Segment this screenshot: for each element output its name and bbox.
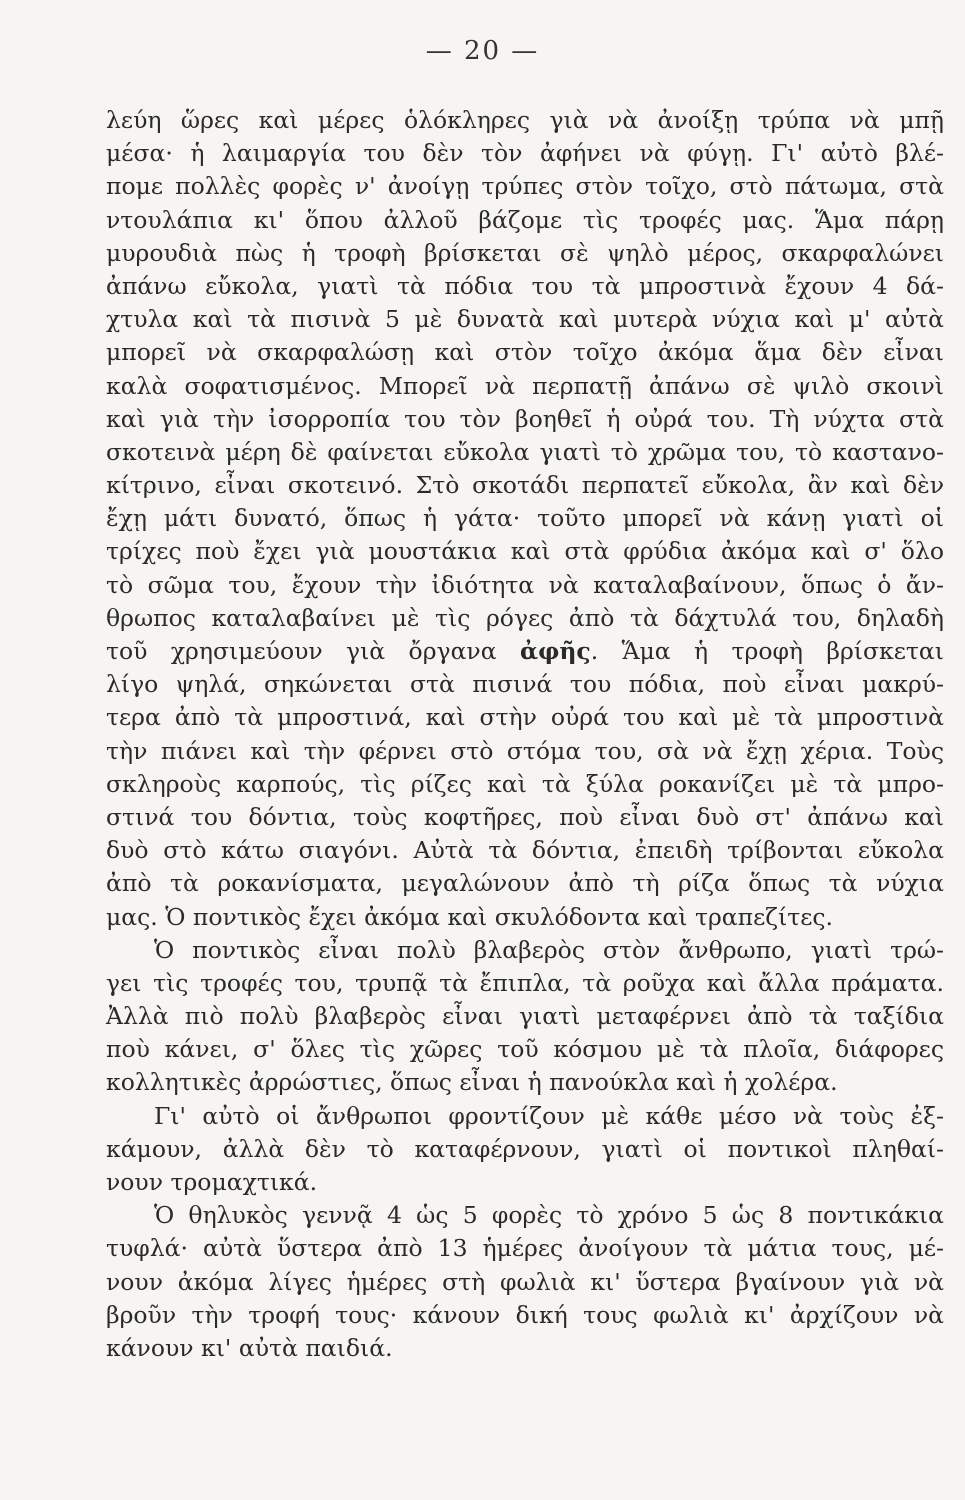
text-line: μας. Ὁ ποντικὸς ἔχει ἀκόμα καὶ σκυλόδοντα καὶ τραπεζίτες. xyxy=(106,902,834,931)
text-line: κολλητικὲς ἀρρώστιες, ὅπως εἶναι ἡ πανούκλα καὶ ἡ χολέρα. xyxy=(106,1068,838,1097)
text-line: μυρουδιὰ πὼς ἡ τροφὴ βρίσκεται σὲ ψηλὸ μέρος, σκαρφαλώνει xyxy=(106,238,944,267)
text-segment: τοῦ χρησιμεύουν γιὰ ὄργανα xyxy=(106,637,520,665)
text-line: στινά του δόντια, τοὺς κοφτῆρες, ποὺ εἶναι δυὸ στ' ἀπάνω καὶ xyxy=(106,802,944,831)
text-line: κάμουν, ἀλλὰ δὲν τὸ καταφέρνουν, γιατὶ οἱ ποντικοὶ πληθαί- xyxy=(106,1134,944,1163)
text-line xyxy=(106,635,944,668)
text-line: τερα ἀπὸ τὰ μπροστινά, καὶ στὴν οὐρά του καὶ μὲ τὰ μπροστινὰ xyxy=(106,703,944,732)
text-segment: . Ἅμα ἡ τροφὴ βρίσκεται xyxy=(590,637,944,665)
text-line: χτυλα καὶ τὰ πισινὰ 5 μὲ δυνατὰ καὶ μυτερὰ νύχια καὶ μ' αὐτὰ xyxy=(106,305,944,334)
text-line: τὴν πιάνει καὶ τὴν φέρνει στὸ στόμα του, σὰ νὰ ἔχῃ χέρια. Τοὺς xyxy=(106,736,944,765)
text-line: ποὺ κάνει, σ' ὅλες τὶς χῶρες τοῦ κόσμου μὲ τὰ πλοῖα, διάφορες xyxy=(106,1035,944,1064)
text-line: πομε πολλὲς φορὲς ν' ἀνοίγῃ τρύπες στὸν τοῖχο, στὸ πάτωμα, στὰ xyxy=(106,172,944,201)
text-line: καλὰ σοφατισμένος. Μπορεῖ νὰ περπατῇ ἀπάνω σὲ ψιλὸ σκοινὶ xyxy=(106,371,944,400)
text-line: μπορεῖ νὰ σκαρφαλώσῃ καὶ στὸν τοῖχο ἀκόμα ἅμα δὲν εἶναι xyxy=(106,338,944,367)
text-line: τὸ σῶμα του, ἔχουν τὴν ἰδιότητα νὰ καταλαβαίνουν, ὅπως ὁ ἄν- xyxy=(106,570,944,599)
text-line: νουν τρομαχτικά. xyxy=(106,1168,318,1196)
text-line: Γι' αὐτὸ οἱ ἄνθρωποι φροντίζουν μὲ κάθε μέσο νὰ τοὺς ἐξ- xyxy=(154,1101,944,1130)
body-text xyxy=(106,104,944,1365)
text-line: Ἀλλὰ πιὸ πολὺ βλαβερὸς εἶναι γιατὶ μεταφέρνει ἀπὸ τὰ ταξίδια xyxy=(106,1002,944,1031)
text-line: λεύη ὥρες καὶ μέρες ὁλόκληρες γιὰ νὰ ἀνοίξῃ τρύπα νὰ μπῇ xyxy=(106,106,944,134)
text-line: νουν ἀκόμα λίγες ἡμέρες στὴ φωλιὰ κι' ὕστερα βγαίνουν γιὰ νὰ xyxy=(106,1267,944,1296)
text-line: βροῦν τὴν τροφή τους· κάνουν δική τους φωλιὰ κι' ἀρχίζουν νὰ xyxy=(106,1300,944,1329)
text-line: λίγο ψηλά, σηκώνεται στὰ πισινά του πόδια, ποὺ εἶναι μακρύ- xyxy=(106,670,944,699)
text-line: τρίχες ποὺ ἔχει γιὰ μουστάκια καὶ στὰ φρύδια ἀκόμα καὶ σ' ὅλο xyxy=(106,537,944,566)
text-line: γει τὶς τροφές του, τρυπᾷ τὰ ἔπιπλα, τὰ ροῦχα καὶ ἄλλα πράματα. xyxy=(106,968,944,997)
text-line: δυὸ στὸ κάτω σιαγόνι. Αὐτὰ τὰ δόντια, ἐπειδὴ τρίβονται εὔκολα xyxy=(106,836,944,865)
bold-term: ἀφῆς xyxy=(519,637,591,665)
text-line: σκληροὺς καρπούς, τὶς ρίζες καὶ τὰ ξύλα ροκανίζει μὲ τὰ μπρο- xyxy=(106,769,944,798)
text-line: τυφλά· αὐτὰ ὕστερα ἀπὸ 13 ἡμέρες ἀνοίγουν τὰ μάτια τους, μέ- xyxy=(106,1234,944,1263)
page-number: — 20 — xyxy=(425,36,540,66)
text-line: θρωπος καταλαβαίνει μὲ τὶς ρόγες ἀπὸ τὰ δάχτυλά του, δηλαδὴ xyxy=(106,603,944,632)
text-line: ἔχῃ μάτι δυνατό, ὅπως ἡ γάτα· τοῦτο μπορεῖ νὰ κάνῃ γιατὶ οἱ xyxy=(106,504,944,533)
text-line: μέσα· ἡ λαιμαργία του δὲν τὸν ἀφήνει νὰ φύγῃ. Γι' αὐτὸ βλέ- xyxy=(106,139,944,168)
text-line: κάνουν κι' αὐτὰ παιδιά. xyxy=(106,1333,393,1362)
text-line: ντουλάπια κι' ὅπου ἀλλοῦ βάζομε τὶς τροφές μας. Ἅμα πάρῃ xyxy=(106,205,944,234)
text-line: ἀπὸ τὰ ροκανίσματα, μεγαλώνουν ἀπὸ τὴ ρίζα ὅπως τὰ νύχια xyxy=(106,869,944,898)
text-line: κίτρινο, εἶναι σκοτεινό. Στὸ σκοτάδι περπατεῖ εὔκολα, ἂν καὶ δὲν xyxy=(106,471,944,500)
text-line: ἀπάνω εὔκολα, γιατὶ τὰ πόδια του τὰ μπροστινὰ ἔχουν 4 δά- xyxy=(106,271,944,300)
text-line: καὶ γιὰ τὴν ἰσορροπία του τὸν βοηθεῖ ἡ οὐρά του. Τὴ νύχτα στὰ xyxy=(106,404,944,433)
text-line: σκοτεινὰ μέρη δὲ φαίνεται εὔκολα γιατὶ τὸ χρῶμα του, τὸ καστανο- xyxy=(106,437,944,466)
text-line: Ὁ ποντικὸς εἶναι πολὺ βλαβερὸς στὸν ἄνθρωπο, γιατὶ τρώ- xyxy=(154,935,944,964)
text-line: Ὁ θηλυκὸς γεννᾷ 4 ὡς 5 φορὲς τὸ χρόνο 5 ὡς 8 ποντικάκια xyxy=(154,1201,944,1230)
